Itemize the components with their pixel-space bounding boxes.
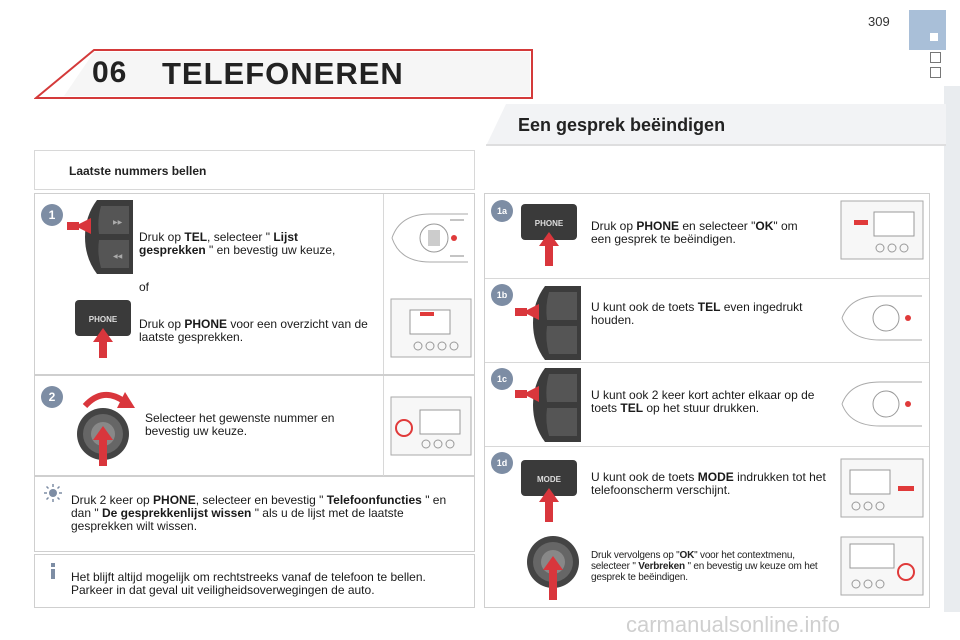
steering-wheel-control-illustration <box>390 208 470 268</box>
rotary-knob-icon <box>523 532 583 606</box>
final-t1: Druk vervolgens op " <box>591 550 680 561</box>
phone-button-label: PHONE <box>88 315 118 324</box>
audio-panel-illustration <box>390 298 472 358</box>
svg-text:▶▶: ▶▶ <box>113 219 123 226</box>
final-instruction <box>591 550 829 583</box>
step-1d-instruction <box>591 471 827 497</box>
s1a-b1: PHONE <box>636 219 680 233</box>
step-badge-1b <box>491 284 513 306</box>
tip-b3: De gesprekkenlijst wissen <box>101 506 252 520</box>
step1-a-mid: , selecteer " <box>207 230 274 244</box>
chapter-title: TELEFONEREN <box>162 56 404 91</box>
s1b-t2: even ingedrukt houden. <box>591 300 803 327</box>
chapter-number: 06 <box>92 56 128 89</box>
step1-b-bold1: PHONE <box>184 317 228 331</box>
rotary-knob-icon <box>71 382 141 472</box>
step1-or: of <box>139 280 150 294</box>
step-badge-1b-num: 1 <box>496 290 502 300</box>
s1a-t2: en selecteer " <box>679 219 756 233</box>
page-corner-notch <box>930 33 938 41</box>
s1c-t1: U kunt ook 2 keer kort achter elkaar op de toets <box>591 388 815 415</box>
step1-image-panel <box>383 194 475 374</box>
page-number: 309 <box>868 14 890 29</box>
watermark: carmanualsonline.info <box>626 612 841 637</box>
step-badge-1a-num: 1 <box>496 206 502 216</box>
step2-image-panel <box>383 376 475 476</box>
step-badge-1a <box>491 200 513 222</box>
section-title: Een gesprek beëindigen <box>518 115 726 135</box>
step2-box <box>34 375 475 476</box>
step1-box <box>34 193 475 375</box>
final-t2: " voor het contextmenu, selecteer " <box>591 550 795 572</box>
step-1c-instruction <box>591 389 817 415</box>
light-tip-icon <box>43 483 63 503</box>
step-badge-1c-letter: c <box>502 374 508 384</box>
page-corner-tab <box>909 10 946 50</box>
divider <box>485 362 929 363</box>
step1-instruction-a <box>139 231 349 257</box>
mode-button-label: MODE <box>537 475 561 484</box>
right-steps-box <box>484 193 930 608</box>
step-badge-1d-num: 1 <box>496 458 502 468</box>
tip-t3: " en dan " <box>71 493 447 520</box>
step2-instruction: Selecteer het gewenste nummer en bevestig uw keuze. <box>145 411 335 438</box>
step-1b-instruction <box>591 301 817 327</box>
steering-control-icon <box>67 198 137 276</box>
audio-panel-illustration <box>840 200 924 260</box>
step1-a-bold2: Lijst gesprekken <box>139 230 298 257</box>
step1-a-post: " en bevestig uw keuze, <box>205 243 336 257</box>
step-badge-1: 1 <box>41 204 63 226</box>
tip-t4: " als u de lijst met de laatste gesprekken wilt wissen. <box>71 506 404 533</box>
tip-t1: Druk 2 keer op <box>71 493 154 507</box>
final-b1: OK <box>679 550 695 561</box>
step1-b-post: voor een overzicht van de laatste gesprekken. <box>139 317 368 344</box>
s1b-b1: TEL <box>697 300 721 314</box>
step1-a-bold1: TEL <box>184 230 208 244</box>
s1d-t2: indrukken tot het telefoonscherm verschijnt. <box>591 470 826 497</box>
step-badge-2: 2 <box>41 386 63 408</box>
steering-control-icon <box>515 366 585 444</box>
divider <box>485 278 929 279</box>
step-badge-1d-letter: d <box>501 458 508 468</box>
steering-wheel-control-illustration <box>840 290 924 346</box>
tip-text <box>71 494 469 533</box>
mode-button-icon <box>519 456 581 528</box>
side-margin-bar <box>944 86 960 612</box>
phone-button-label: PHONE <box>534 219 564 228</box>
steering-control-icon <box>515 284 585 362</box>
tip-box <box>34 476 475 552</box>
s1d-b1: MODE <box>697 470 734 484</box>
step-badge-1c-num: 1 <box>496 374 502 384</box>
bookmark-square <box>930 52 941 63</box>
s1b-t1: U kunt ook de toets <box>591 300 698 314</box>
info-box <box>34 554 475 608</box>
bookmark-square <box>930 67 941 78</box>
s1d-t1: U kunt ook de toets <box>591 470 698 484</box>
step-badge-1d <box>491 452 513 474</box>
tip-b1: PHONE <box>153 493 196 507</box>
step1-a-pre: Druk op <box>139 230 185 244</box>
info-icon <box>43 561 63 581</box>
divider <box>485 446 929 447</box>
phone-button-icon <box>73 298 135 358</box>
subtitle-box <box>34 150 475 190</box>
step-badge-1a-letter: a <box>502 206 508 216</box>
phone-button-icon <box>519 200 581 272</box>
tip-t2: , selecteer en bevestig " <box>195 493 327 507</box>
audio-panel-illustration <box>840 458 924 518</box>
audio-panel-illustration <box>390 396 472 456</box>
audio-panel-illustration <box>840 536 924 596</box>
step1-instruction-b <box>139 318 369 344</box>
s1a-t3: " om een gesprek te beëindigen. <box>591 219 798 246</box>
subtitle: Laatste nummers bellen <box>69 164 207 178</box>
s1c-t2: op het stuur drukken. <box>643 401 760 415</box>
step-badge-1b-letter: b <box>501 290 508 300</box>
step-badge-1c <box>491 368 513 390</box>
tip-b2: Telefoonfuncties <box>326 493 422 507</box>
steering-wheel-control-illustration <box>840 376 924 432</box>
s1c-b1: TEL <box>620 401 644 415</box>
s1a-b2: OK <box>755 219 774 233</box>
final-t3: " en bevestig uw keuze om het gesprek te beëindigen. <box>591 561 818 583</box>
step1-b-pre: Druk op <box>139 317 185 331</box>
svg-text:◀◀: ◀◀ <box>113 253 123 260</box>
final-b2: Verbreken <box>638 561 685 572</box>
info-text: Het blijft altijd mogelijk om rechtstreeks vanaf de telefoon te bellen. Parkeer in dat geval uit veiligheidsoverwegingen de auto. <box>71 570 426 597</box>
s1a-t1: Druk op <box>591 219 637 233</box>
step-1a-instruction <box>591 220 817 246</box>
